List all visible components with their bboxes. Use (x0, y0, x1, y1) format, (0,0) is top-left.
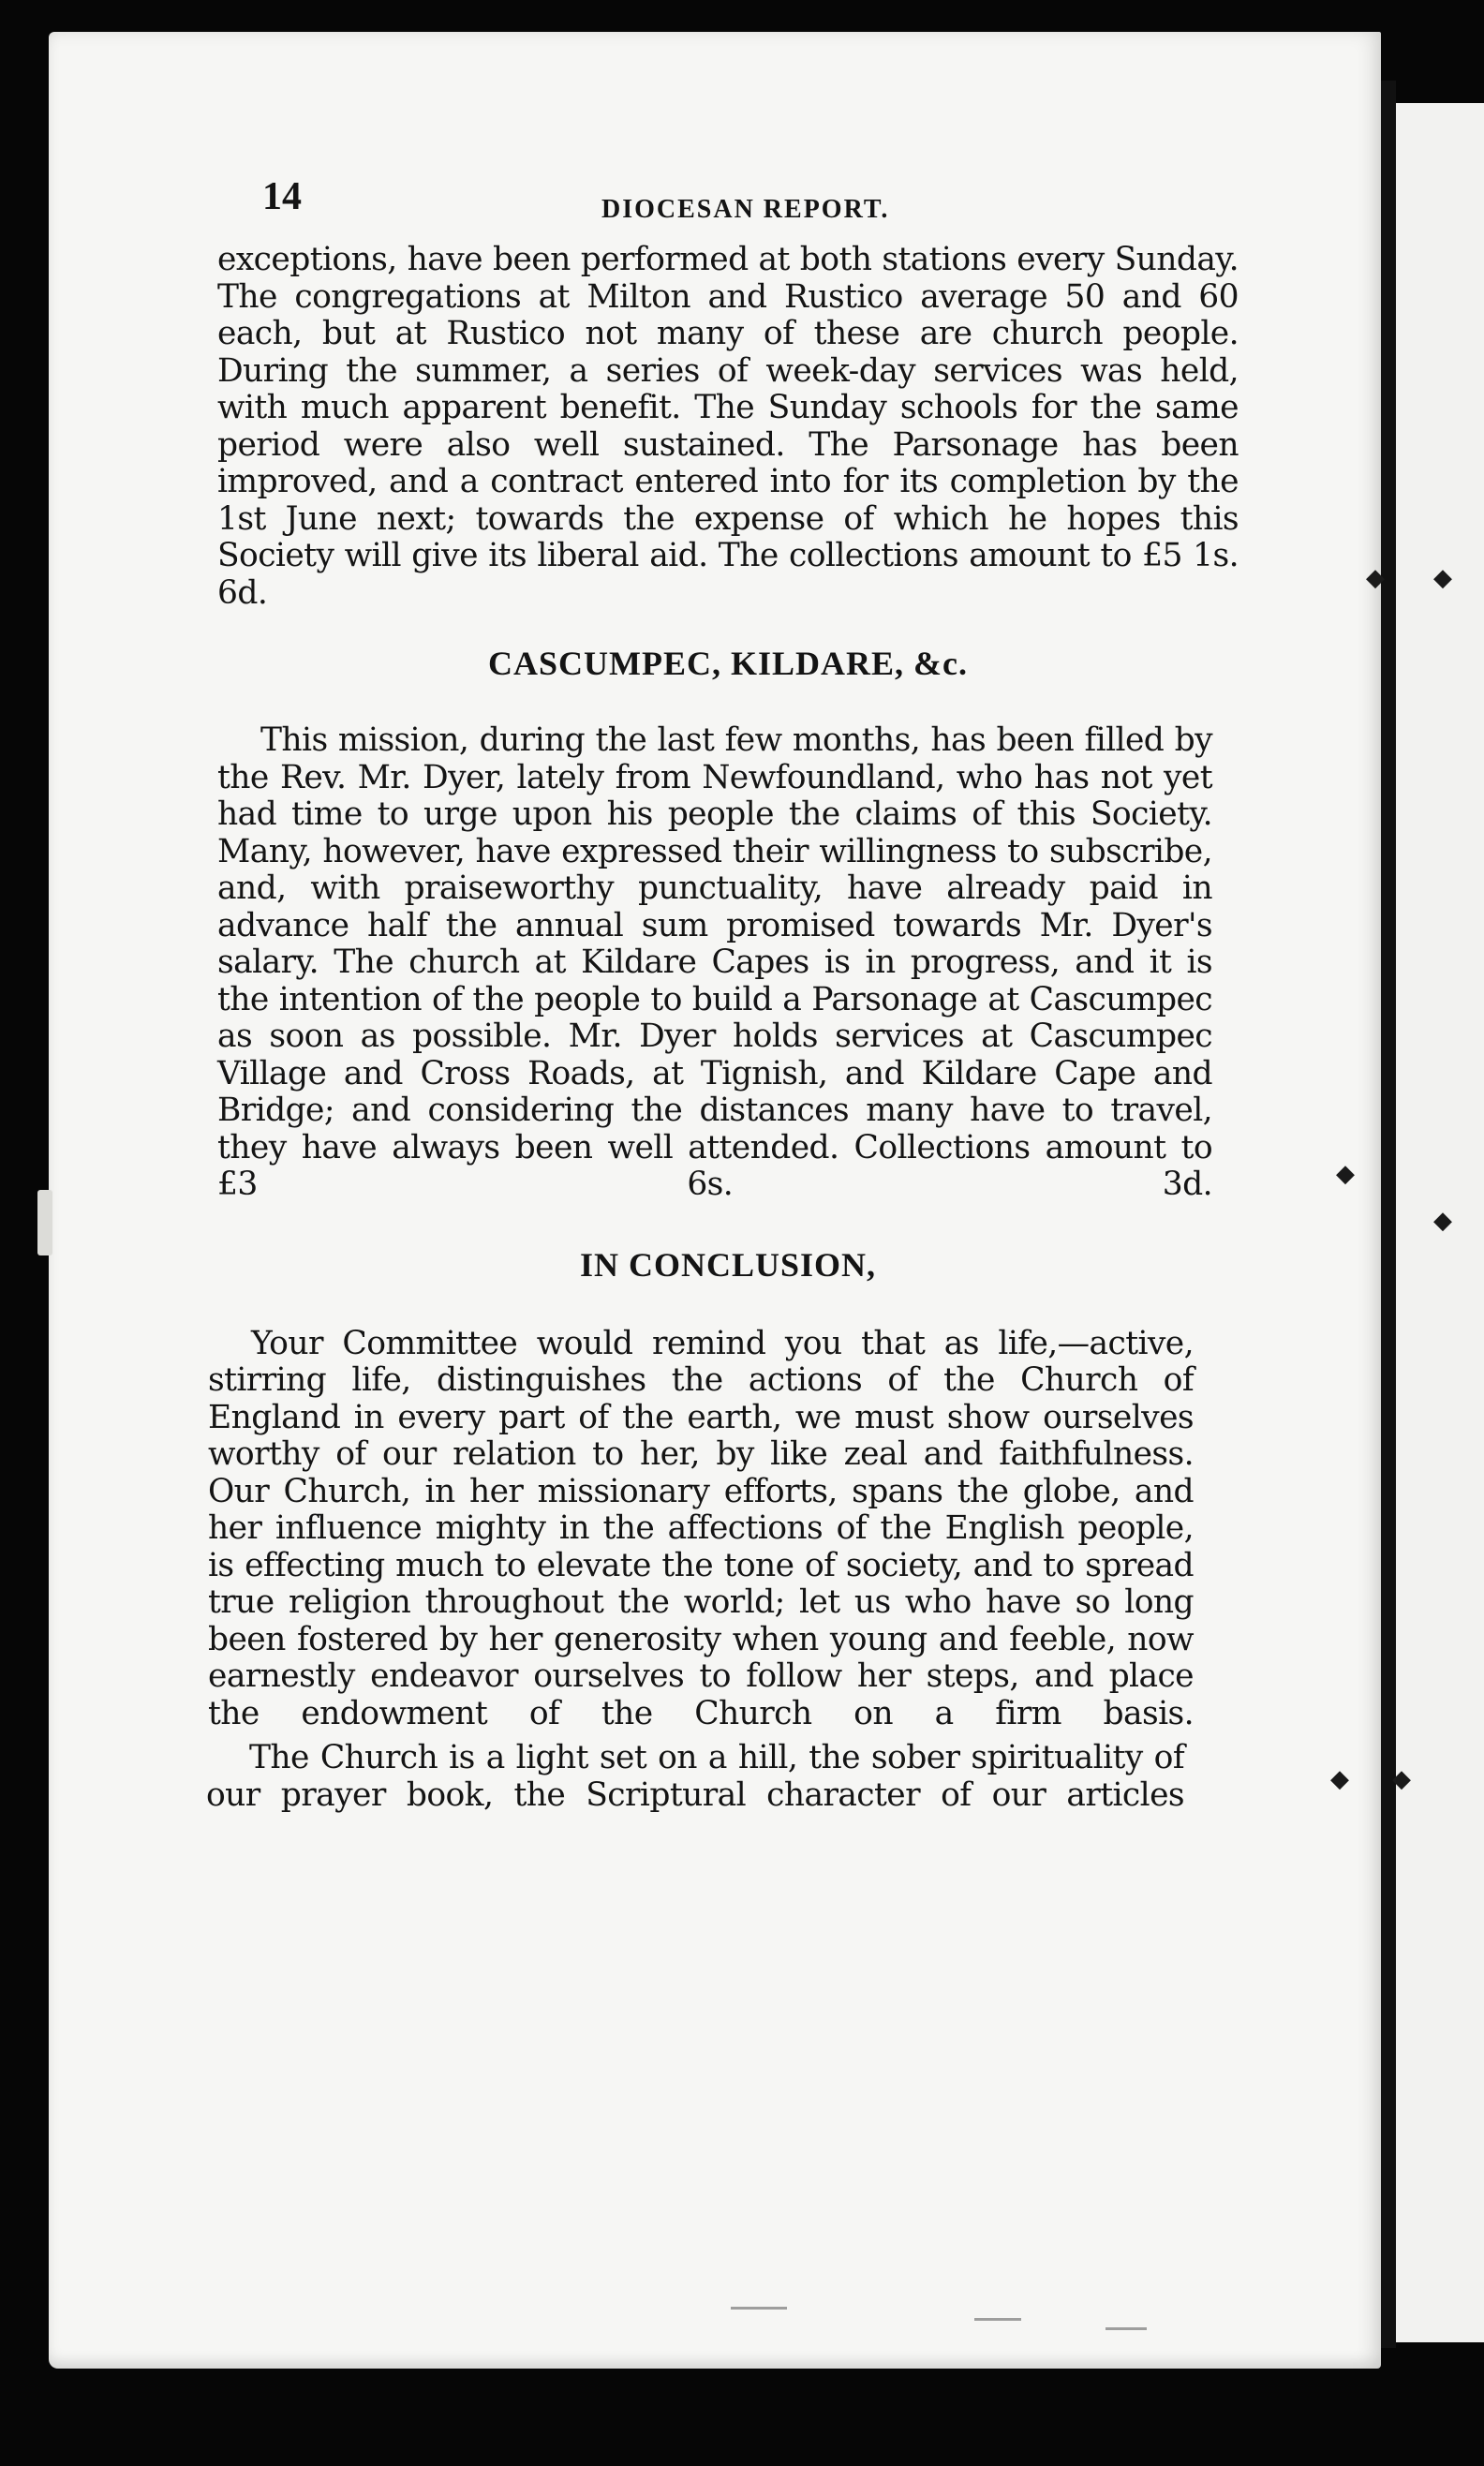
ink-speck: ◆ (1433, 564, 1452, 592)
ink-speck: ◆ (1366, 564, 1385, 592)
page-edge-shadow (1381, 81, 1396, 2348)
page-number: 14 (262, 175, 302, 218)
smudge-mark (974, 2318, 1021, 2321)
page-text-block (206, 157, 1239, 1814)
binding-thread (37, 1190, 52, 1255)
ink-speck: ◆ (1433, 1207, 1452, 1235)
paragraph-conclusion: Your Committee would remind you that as life,—active, stirring life, distinguishes the actions of the Church of England in every part of the earth, we must show ourselves worthy of our relation to her, by like zeal and faithfulness. Our Church, in her missionary efforts, spans the globe, and her influence mighty in the affections of the English people, is effecting much to elevate the tone of society, and to spread true religion throughout the world; let us who have so long been fostered by her generosity when young and feeble, now earnestly endeavor ourselves to follow her steps, and place the endowment of the Church on a firm basis. (208, 1324, 1194, 1732)
ink-speck: ◆ (1392, 1765, 1411, 1793)
heading-cascumpec-kildare: CASCUMPEC, KILDARE, &c. (488, 645, 968, 682)
running-title: DIOCESAN REPORT. (601, 195, 890, 224)
smudge-mark (731, 2307, 787, 2310)
paragraph-cascumpec: This mission, during the last few months, has been filled by the Rev. Mr. Dyer, lately from Newfoundland, who has not yet had time to urge upon his people the claims of this Society. Many, however, have expressed their willingness to subscribe, and, with praiseworthy punctuality, have already paid in advance half the annual sum promised towards Mr. Dyer's salary. The church at Kildare Capes is in progress, and it is the intention of the people to build a Parsonage at Cascumpec as soon as possible. Mr. Dyer holds services at Cascumpec Village and Cross Roads, at Tignish, and Kildare Cape and Bridge; and considering the distances many have to travel, they have always been well attended. Collections amount to £3 6s. 3d. (217, 721, 1212, 1203)
ink-speck: ◆ (1330, 1765, 1349, 1793)
paragraph-rustico-continued: exceptions, have been performed at both stations every Sunday. The congregations at Milton and Rustico average 50 and 60 each, but at Rustico not many of these are church people. During the summer, a series of week-day services was held, with much apparent benefit. The Sunday schools for the same period were also well sustained. The Parsonage has been improved, and a contract entered into for its completion by the 1st June next; towards the expense of which he hopes this Society will give its liberal aid. The collections amount to £5 1s. 6d. (217, 241, 1239, 612)
smudge-mark (1106, 2327, 1147, 2330)
running-head (217, 157, 1239, 242)
ink-speck: ◆ (1336, 1160, 1355, 1188)
heading-in-conclusion: IN CONCLUSION, (579, 1245, 877, 1284)
paragraph-church-light: The Church is a light set on a hill, the sober spirituality of our prayer book, the Scriptural character of our articles (206, 1739, 1184, 1814)
